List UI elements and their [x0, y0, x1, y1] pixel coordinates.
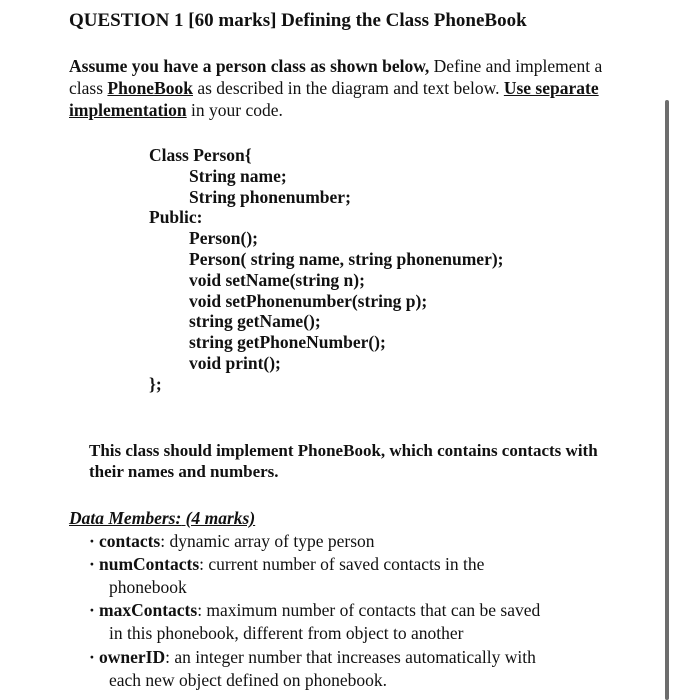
intro-bold-lead: Assume you have a person class as shown below, [69, 56, 430, 76]
member-desc: : maximum number of contacts that can be saved [197, 600, 541, 620]
member-term: contacts [99, 531, 161, 551]
description-paragraph: This class should implement PhoneBook, which contains contacts with their names and numbers. [89, 441, 598, 481]
intro-paragraph [69, 55, 629, 121]
data-members-marks: (4 marks) [181, 508, 256, 528]
code-field: String name; [189, 166, 287, 186]
code-class-open: Class Person{ [149, 145, 252, 165]
code-method: Person( string name, string phonenumer); [189, 249, 504, 269]
data-member-item [89, 599, 609, 645]
bullet-icon: · [89, 600, 95, 620]
data-member-item [89, 530, 609, 553]
member-term: numContacts [99, 554, 200, 574]
code-method: void setPhonenumber(string p); [189, 291, 428, 311]
code-public-label: Public: [149, 207, 203, 227]
intro-text-1: Define and implement a class [69, 56, 603, 98]
data-members-heading [69, 508, 255, 529]
vertical-scrollbar[interactable] [665, 100, 669, 700]
intro-text-3: in your code. [186, 100, 283, 120]
member-desc: : dynamic array of type person [160, 531, 375, 551]
intro-classname: PhoneBook [107, 78, 193, 98]
member-desc: : an integer number that increases automatically with [165, 647, 536, 667]
intro-text-2: as described in the diagram and text below. [192, 78, 504, 98]
member-desc: : current number of saved contacts in the [199, 554, 485, 574]
bullet-icon: · [89, 647, 95, 667]
code-class-close: }; [149, 374, 162, 394]
member-desc-continuation: each new object defined on phonebook. [109, 670, 387, 690]
bullet-icon: · [89, 554, 95, 574]
member-term: ownerID [99, 647, 166, 667]
member-desc-continuation: phonebook [109, 577, 187, 597]
data-member-item [89, 646, 609, 692]
code-method: string getPhoneNumber(); [189, 332, 386, 352]
code-method: void setName(string n); [189, 270, 365, 290]
data-members-label: Data Members: [69, 508, 182, 528]
member-term: maxContacts [99, 600, 198, 620]
code-method: void print(); [189, 353, 281, 373]
intro-emphasis: Use separate implementation [69, 78, 599, 120]
code-method: string getName(); [189, 311, 321, 331]
question-title: QUESTION 1 [60 marks] Defining the Class PhoneBook [69, 10, 527, 31]
code-field: String phonenumber; [189, 187, 351, 207]
code-method: Person(); [189, 228, 259, 248]
bullet-icon: · [89, 531, 95, 551]
member-desc-continuation: in this phonebook, different from object to another [109, 623, 464, 643]
data-member-item [89, 553, 609, 599]
